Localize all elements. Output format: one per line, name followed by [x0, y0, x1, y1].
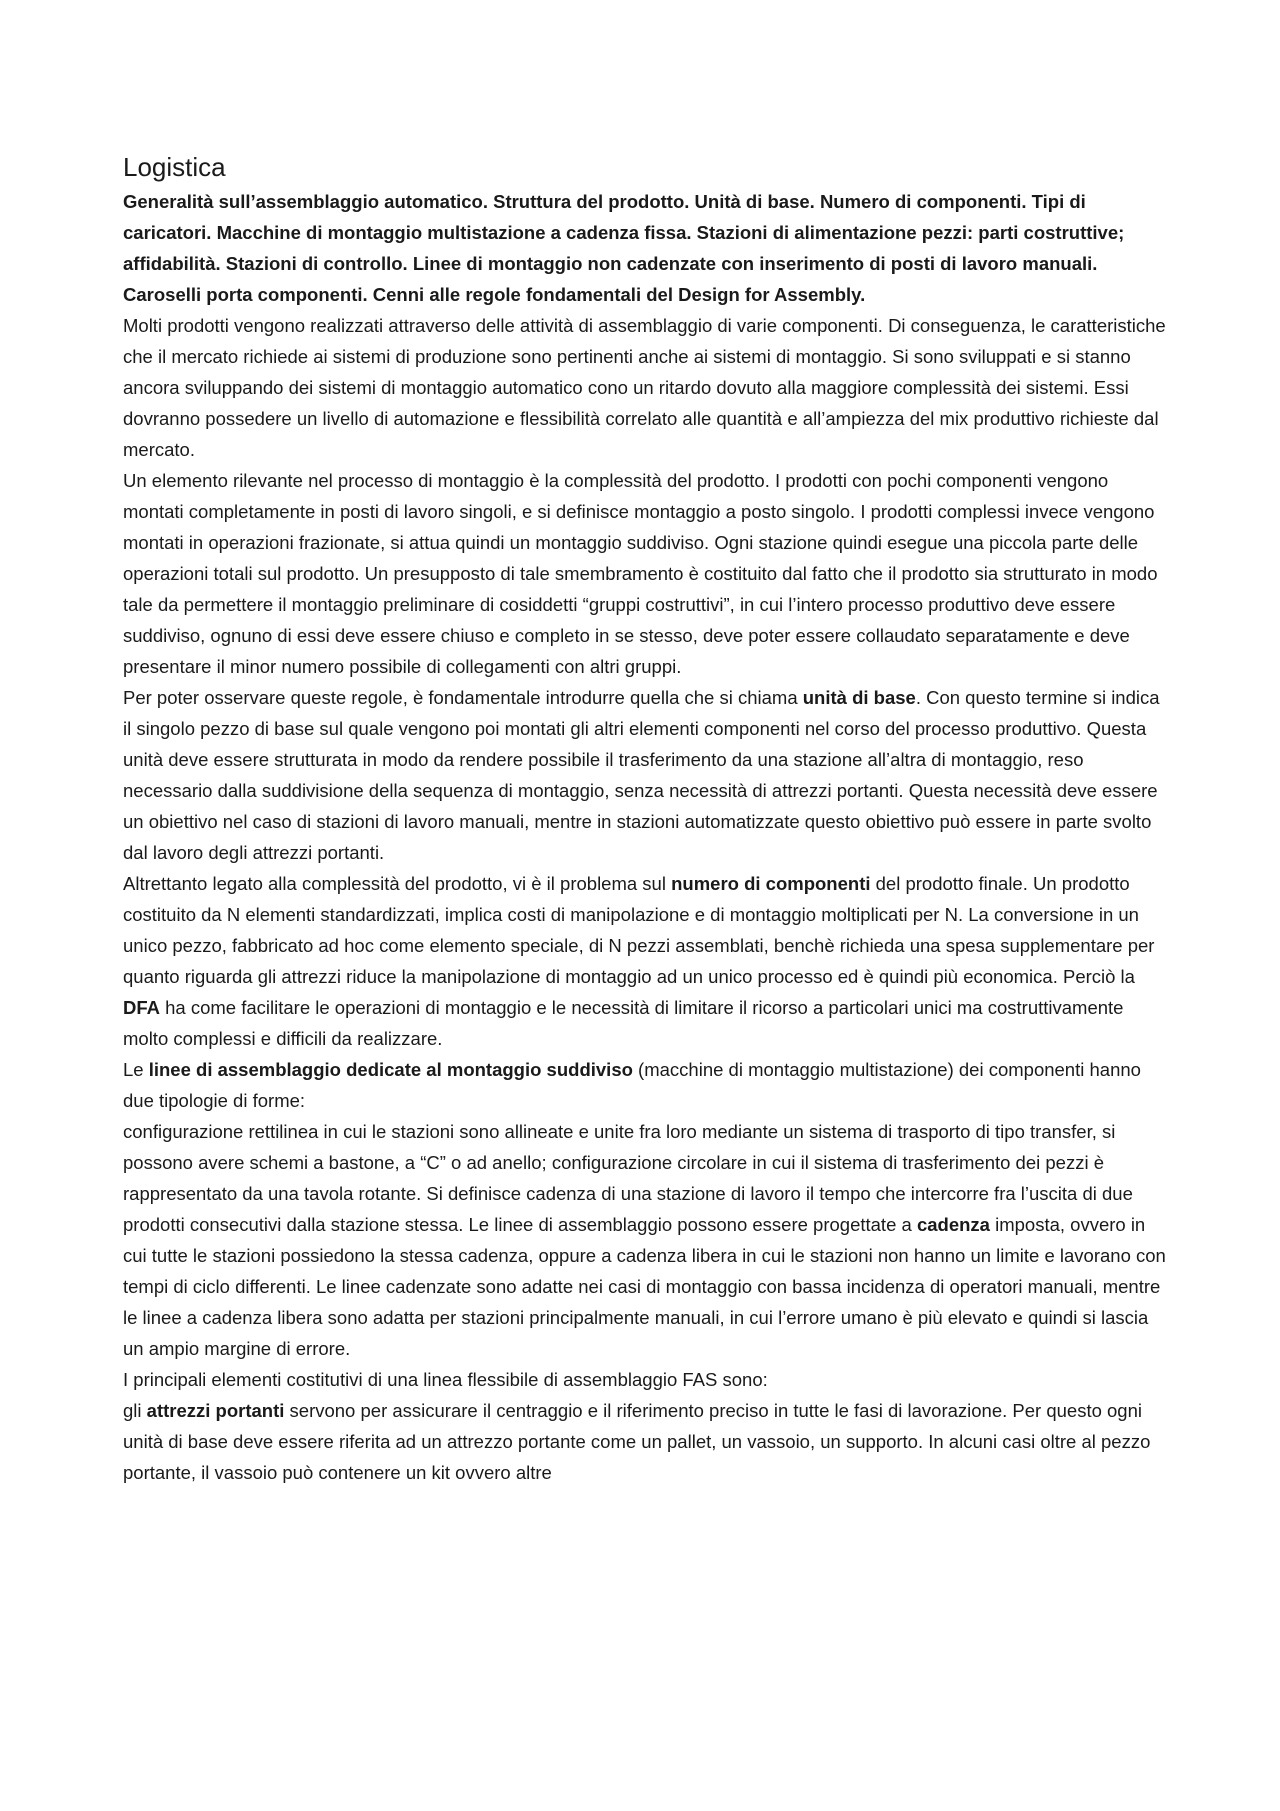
text-run: (macchine di montaggio multistazione) dei componenti hanno due tipologie di forme:: [123, 1059, 1141, 1111]
paragraph-intro: Molti prodotti vengono realizzati attraverso delle attività di assemblaggio di varie componenti. Di conseguenza, le caratteristiche che il mercato richiede ai sistemi di produzione sono pertinenti anche ai sistemi di montaggio. Si sono sviluppati e si stanno ancora sviluppando dei sistemi di montaggio automatico cono un ritardo dovuto alla maggiore complessità dei sistemi. Essi dovranno possedere un livello di automazione e flessibilità correlato alle quantità e all’ampiezza del mix produttivo richieste dal mercato.: [123, 315, 1166, 460]
paragraph-configurations: [123, 1116, 1168, 1364]
text-run: del prodotto finale. Un prodotto costituito da N elementi standardizzati, implica costi di manipolazione e di montaggio moltiplicati per N. La conversione in un unico pezzo, fabbricato ad hoc come elemento speciale, di N pezzi assemblati, benchè richieda una spesa supplementare per quanto riguarda gli attrezzi riduce la manipolazione di montaggio ad un unico processo ed è quindi più economica. Perciò la: [123, 873, 1155, 987]
text-run: Per poter osservare queste regole, è fondamentale introdurre quella che si chiama: [123, 687, 803, 708]
text-run: servono per assicurare il centraggio e il riferimento preciso in tutte le fasi di lavorazione. Per questo ogni unità di base deve essere riferita ad un attrezzo portante come un pallet, un vassoio, un supporto. In alcuni casi oltre al pezzo portante, il vassoio può contenere un kit ovvero altre: [123, 1400, 1151, 1483]
bold-term-carrier-tools: attrezzi portanti: [146, 1400, 285, 1421]
paragraph-product-complexity: Un elemento rilevante nel processo di montaggio è la complessità del prodotto. I prodotti con pochi componenti vengono montati completamente in posti di lavoro singoli, e si definisce montaggio a posto singolo. I prodotti complessi invece vengono montati in operazioni frazionate, si attua quindi un montaggio suddiviso. Ogni stazione quindi esegue una piccola parte delle operazioni totali sul prodotto. Un presupposto di tale smembramento è costituito dal fatto che il prodotto sia strutturato in modo tale da permettere il montaggio preliminare di cosiddetti “gruppi costruttivi”, in cui l’intero processo produttivo deve essere suddiviso, ognuno di essi deve essere chiuso e completo in se stesso, deve poter essere collaudato separatamente e deve presentare il minor numero possibile di collegamenti con altri gruppi.: [123, 470, 1158, 677]
bold-term-component-count: numero di componenti: [671, 873, 871, 894]
paragraph-component-count: [123, 868, 1168, 1054]
paragraph-base-unit: [123, 682, 1168, 868]
text-run: imposta, ovvero in cui tutte le stazioni possiedono la stessa cadenza, oppure a cadenza libera in cui le stazioni non hanno un limite e lavorano con tempi di ciclo differenti. Le linee cadenzate sono adatte nei casi di montaggio con bassa incidenza di operatori manuali, mentre le linee a cadenza libera sono adatta per stazioni principalmente manuali, in cui l’errore umano è più elevato e quindi si lascia un ampio margine di errore.: [123, 1214, 1166, 1359]
bold-term-base-unit: unità di base: [802, 687, 916, 708]
paragraph-fas-elements: I principali elementi costitutivi di una linea flessibile di assemblaggio FAS sono:: [123, 1369, 768, 1390]
text-run: . Con questo termine si indica il singolo pezzo di base sul quale vengono poi montati gli altri elementi componenti nel corso del processo produttivo. Questa unità deve essere strutturata in modo da rendere possibile il trasferimento da una stazione all’altra di montaggio, reso necessario dalla suddivisione della sequenza di montaggio, senza necessità di attrezzi portanti. Questa necessità deve essere un obiettivo nel caso di stazioni di lavoro manuali, mentre in stazioni automatizzate questo obiettivo può essere in parte svolto dal lavoro degli attrezzi portanti.: [123, 687, 1160, 863]
document-title: Logistica: [123, 152, 226, 182]
bold-term-assembly-lines: linee di assemblaggio dedicate al montaggio suddiviso: [148, 1059, 633, 1080]
text-run: gli: [123, 1400, 147, 1421]
bold-term-cadence: cadenza: [916, 1214, 990, 1235]
text-run: Le: [123, 1059, 149, 1080]
paragraph-assembly-lines: [123, 1054, 1168, 1116]
text-run: ha come facilitare le operazioni di montaggio e le necessità di limitare il ricorso a particolari unici ma costruttivamente molto complessi e difficili da realizzare.: [123, 997, 1124, 1049]
paragraph-carrier-tools: [123, 1395, 1168, 1488]
text-run: Altrettanto legato alla complessità del prodotto, vi è il problema sul: [123, 873, 672, 894]
bold-term-dfa: DFA: [123, 997, 160, 1018]
text-run: configurazione rettilinea in cui le stazioni sono allineate e unite fra loro mediante un sistema di trasporto di tipo transfer, si possono avere schemi a bastone, a “C” o ad anello; configurazione circolare in cui il sistema di trasferimento dei pezzi è rappresentato da una tavola rotante. Si definisce cadenza di una stazione di lavoro il tempo che intercorre fra l’uscita di due prodotti consecutivi dalla stazione stessa. Le linee di assemblaggio possono essere progettate a: [123, 1121, 1133, 1235]
document-subtitle: Generalità sull’assemblaggio automatico. Struttura del prodotto. Unità di base. Numero di componenti. Tipi di caricatori. Macchine di montaggio multistazione a cadenza fissa. Stazioni di alimentazione pezzi: parti costruttive; affidabilità. Stazioni di controllo. Linee di montaggio non cadenzate con inserimento di posti di lavoro manuali. Caroselli porta componenti. Cenni alle regole fondamentali del Design for Assembly.: [123, 191, 1125, 305]
document-page: [123, 150, 1168, 1488]
